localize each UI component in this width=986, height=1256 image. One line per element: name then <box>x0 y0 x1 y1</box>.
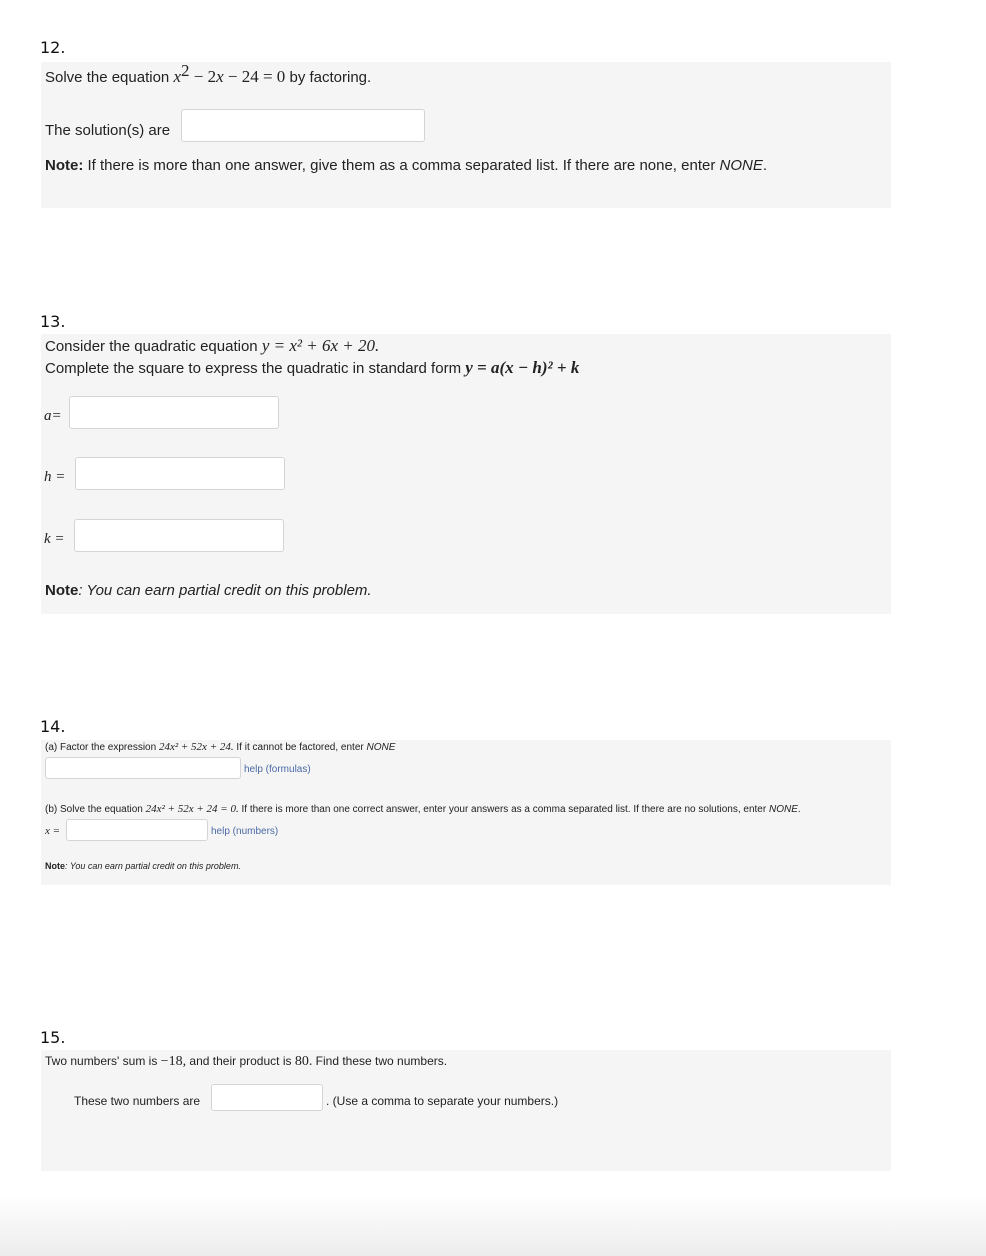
h-input[interactable] <box>75 457 285 490</box>
note-text: : You can earn partial credit on this problem. <box>78 582 372 599</box>
a-input[interactable] <box>69 396 279 429</box>
solutions-input[interactable] <box>181 109 425 142</box>
question-13-panel <box>41 334 891 614</box>
prompt-text: (a) Factor the expression <box>45 742 157 753</box>
numbers-input[interactable] <box>211 1084 323 1111</box>
numbers-label: These two numbers are <box>74 1094 201 1108</box>
question-13-number: 13. <box>40 312 66 331</box>
equation: 24x² + 52x + 24 = 0. <box>145 803 239 815</box>
help-formulas-link[interactable]: help (formulas) <box>244 764 311 775</box>
note-label: Note <box>45 582 79 599</box>
question-15-number: 15. <box>40 1028 66 1047</box>
prompt-text: by factoring. <box>289 69 372 86</box>
expression: 24x² + 52x + 24. <box>158 741 234 753</box>
standard-form-equation: y = a(x − h)² + k <box>465 358 580 377</box>
factor-input[interactable] <box>45 757 241 779</box>
question-14-panel <box>41 740 891 885</box>
note-none-keyword: NONE <box>719 157 763 174</box>
prompt-text: If it cannot be factored, enter <box>236 742 364 753</box>
prompt-text: Complete the square to express the quadratic in standard form <box>45 360 462 377</box>
note-label: Note: <box>45 157 84 174</box>
eq-term: − 2 <box>189 67 217 86</box>
question-14-number: 14. <box>40 717 66 736</box>
note-text: : You can earn partial credit on this problem. <box>65 861 241 871</box>
solutions-label: The solution(s) are <box>45 122 171 139</box>
eq-var: x <box>216 67 224 86</box>
part-b-prompt <box>45 803 801 815</box>
prompt-text: Solve the equation <box>45 69 170 86</box>
eq-term: − 24 = 0 <box>223 67 286 86</box>
question-12-panel <box>41 62 891 208</box>
equation <box>173 61 289 86</box>
none-keyword: NONE <box>366 742 396 753</box>
help-numbers-link[interactable]: help (numbers) <box>211 826 279 837</box>
question-14-note <box>45 861 241 871</box>
prompt-text: If there is more than one correct answer, enter your answers as a comma separated list. If there are no solutions, enter <box>241 804 767 815</box>
question-13-line-2 <box>45 358 579 378</box>
x-label: x = <box>45 825 61 837</box>
question-12-prompt <box>45 61 372 87</box>
question-15-prompt <box>45 1054 447 1070</box>
k-input[interactable] <box>74 519 284 552</box>
note-label: Note <box>45 861 65 871</box>
sum-value: −18, <box>160 1054 187 1069</box>
note-end: . <box>762 157 768 174</box>
none-keyword: NONE <box>768 804 798 815</box>
h-label: h = <box>44 469 66 485</box>
product-value: 80. <box>294 1054 313 1069</box>
prompt-text: Two numbers' sum is <box>45 1054 158 1068</box>
question-13-note <box>45 582 372 599</box>
part-a-prompt <box>45 741 395 753</box>
equation: y = x² + 6x + 20. <box>261 336 380 355</box>
numbers-hint: . (Use a comma to separate your numbers.) <box>326 1094 559 1108</box>
prompt-end: . <box>797 804 801 815</box>
prompt-text: Consider the quadratic equation <box>45 338 258 355</box>
eq-var: x <box>173 67 181 86</box>
k-label: k = <box>44 531 65 547</box>
eq-exponent: 2 <box>180 61 190 80</box>
prompt-text: Find these two numbers. <box>315 1054 448 1068</box>
prompt-text: (b) Solve the equation <box>45 804 143 815</box>
solve-input[interactable] <box>66 819 208 841</box>
question-13-line-1 <box>45 336 379 356</box>
note-text: If there is more than one answer, give them as a comma separated list. If there are none, enter <box>87 157 716 174</box>
a-label: a= <box>44 408 62 424</box>
question-12-note <box>45 157 767 174</box>
question-15-panel <box>41 1050 891 1171</box>
question-12-number: 12. <box>40 38 66 57</box>
page-bottom-shadow <box>0 1196 986 1256</box>
prompt-text: and their product is <box>189 1054 292 1068</box>
